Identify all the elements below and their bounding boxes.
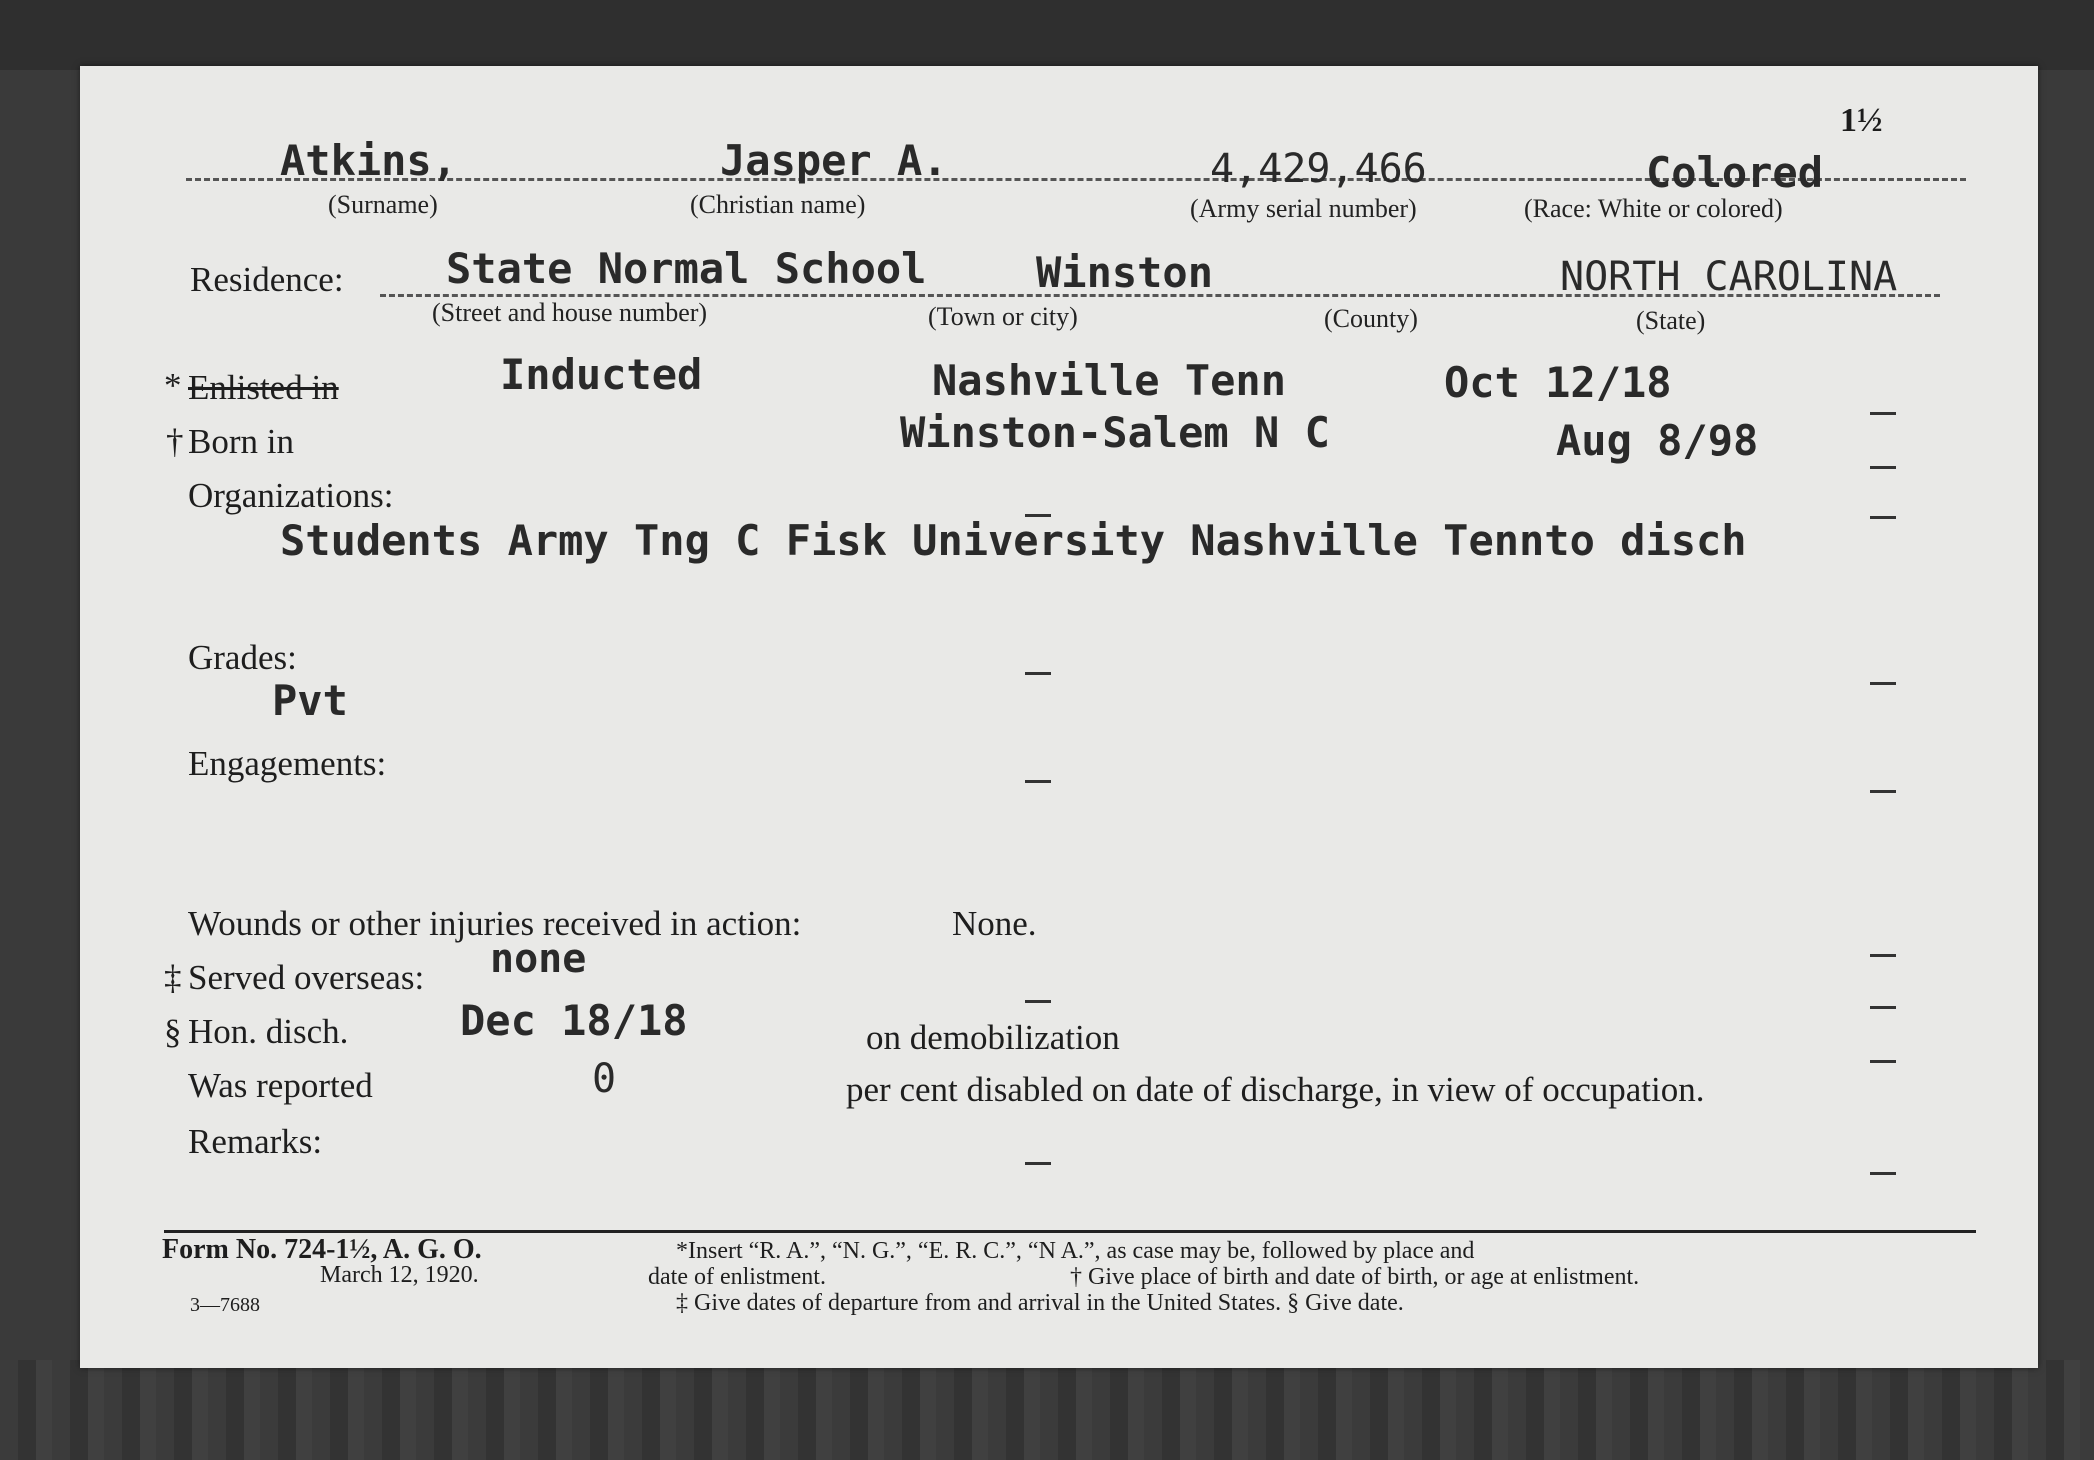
residence-label: Residence: — [190, 260, 344, 299]
grades-label: Grades: — [188, 638, 297, 677]
form-date: March 12, 1920. — [320, 1262, 479, 1288]
enlisted-label: Enlisted in — [188, 368, 339, 407]
county-caption: (County) — [1324, 304, 1418, 333]
born-end-mark — [1870, 466, 1896, 469]
service-record-card — [80, 66, 2038, 1368]
footnote-overseas: ‡ Give dates of departure from and arrival in the United States. § Give date. — [676, 1290, 1404, 1316]
born-label: Born in — [188, 422, 294, 461]
enlisted-marker: * — [164, 366, 182, 405]
residence-street-value: State Normal School — [446, 244, 927, 293]
organizations-label: Organizations: — [188, 476, 394, 515]
engagements-end-mark — [1870, 790, 1896, 793]
enlisted-end-mark — [1870, 412, 1896, 415]
discharge-end-mark — [1870, 1006, 1896, 1009]
born-place: Winston-Salem N C — [900, 408, 1330, 457]
enlisted-value: Inducted — [500, 350, 703, 399]
grades-value: Pvt — [272, 676, 348, 725]
footnote-birth: † Give place of birth and date of birth, or age at enlistment. — [1070, 1264, 1640, 1290]
discharge-label: Hon. disch. — [188, 1012, 349, 1051]
grades-end-mark — [1870, 682, 1896, 685]
enlisted-date: Oct 12/18 — [1444, 358, 1672, 407]
organizations-value: Students Army Tng C Fisk University Nashville Tennto disch — [280, 516, 1747, 565]
footer-rule — [164, 1230, 1976, 1233]
surname-caption: (Surname) — [328, 190, 438, 219]
overseas-marker: ‡ — [164, 958, 182, 997]
overseas-end-mark — [1870, 954, 1896, 957]
state-caption: (State) — [1636, 306, 1706, 335]
residence-state-value: NORTH CAROLINA — [1560, 254, 1898, 300]
remarks-mid-mark — [1025, 1162, 1051, 1165]
form-number: Form No. 724-1½, A. G. O. — [162, 1234, 482, 1265]
enlisted-place: Nashville Tenn — [932, 356, 1287, 405]
residence-town-value: Winston — [1036, 248, 1214, 297]
discharge-note: on demobilization — [866, 1018, 1120, 1057]
surname-value: Atkins, — [280, 136, 458, 185]
form-code: 3—7688 — [190, 1294, 260, 1316]
reported-label: Was reported — [188, 1066, 373, 1105]
race-value: Colored — [1646, 148, 1824, 197]
remarks-label: Remarks: — [188, 1122, 323, 1161]
scan-background-bottom — [0, 1360, 2094, 1460]
race-caption: (Race: White or colored) — [1524, 194, 1783, 223]
wounds-label: Wounds or other injuries received in action: — [188, 904, 802, 943]
card-number: 1½ — [1840, 102, 1883, 139]
christian-name-value: Jasper A. — [720, 136, 948, 185]
street-caption: (Street and house number) — [432, 298, 708, 327]
born-marker: † — [166, 422, 184, 461]
reported-value: 0 — [592, 1056, 617, 1102]
serial-caption: (Army serial number) — [1190, 194, 1417, 223]
reported-end-mark — [1870, 1060, 1896, 1063]
footnote-enlistment: *Insert “R. A.”, “N. G.”, “E. R. C.”, “N A.”, as case may be, followed by place and — [676, 1238, 1475, 1264]
remarks-end-mark — [1870, 1172, 1896, 1175]
reported-text: per cent disabled on date of discharge, in view of occupation. — [846, 1070, 1705, 1109]
organizations-end-mark — [1870, 516, 1896, 519]
born-date: Aug 8/98 — [1556, 416, 1759, 465]
engagements-mid-mark — [1025, 780, 1051, 783]
discharge-mid-mark — [1025, 1000, 1051, 1003]
christian-name-caption: (Christian name) — [690, 190, 866, 219]
footnote-enlistment-cont: date of enlistment. — [648, 1264, 826, 1290]
town-caption: (Town or city) — [928, 302, 1078, 331]
wounds-value: None. — [952, 904, 1037, 943]
discharge-marker: § — [164, 1012, 182, 1051]
overseas-label: Served overseas: — [188, 958, 425, 997]
discharge-date: Dec 18/18 — [460, 996, 688, 1045]
engagements-label: Engagements: — [188, 744, 387, 783]
overseas-value: none — [490, 936, 587, 982]
serial-value: 4,429,466 — [1210, 146, 1427, 192]
grades-mid-mark — [1025, 672, 1051, 675]
scan-background-top — [0, 0, 2094, 70]
